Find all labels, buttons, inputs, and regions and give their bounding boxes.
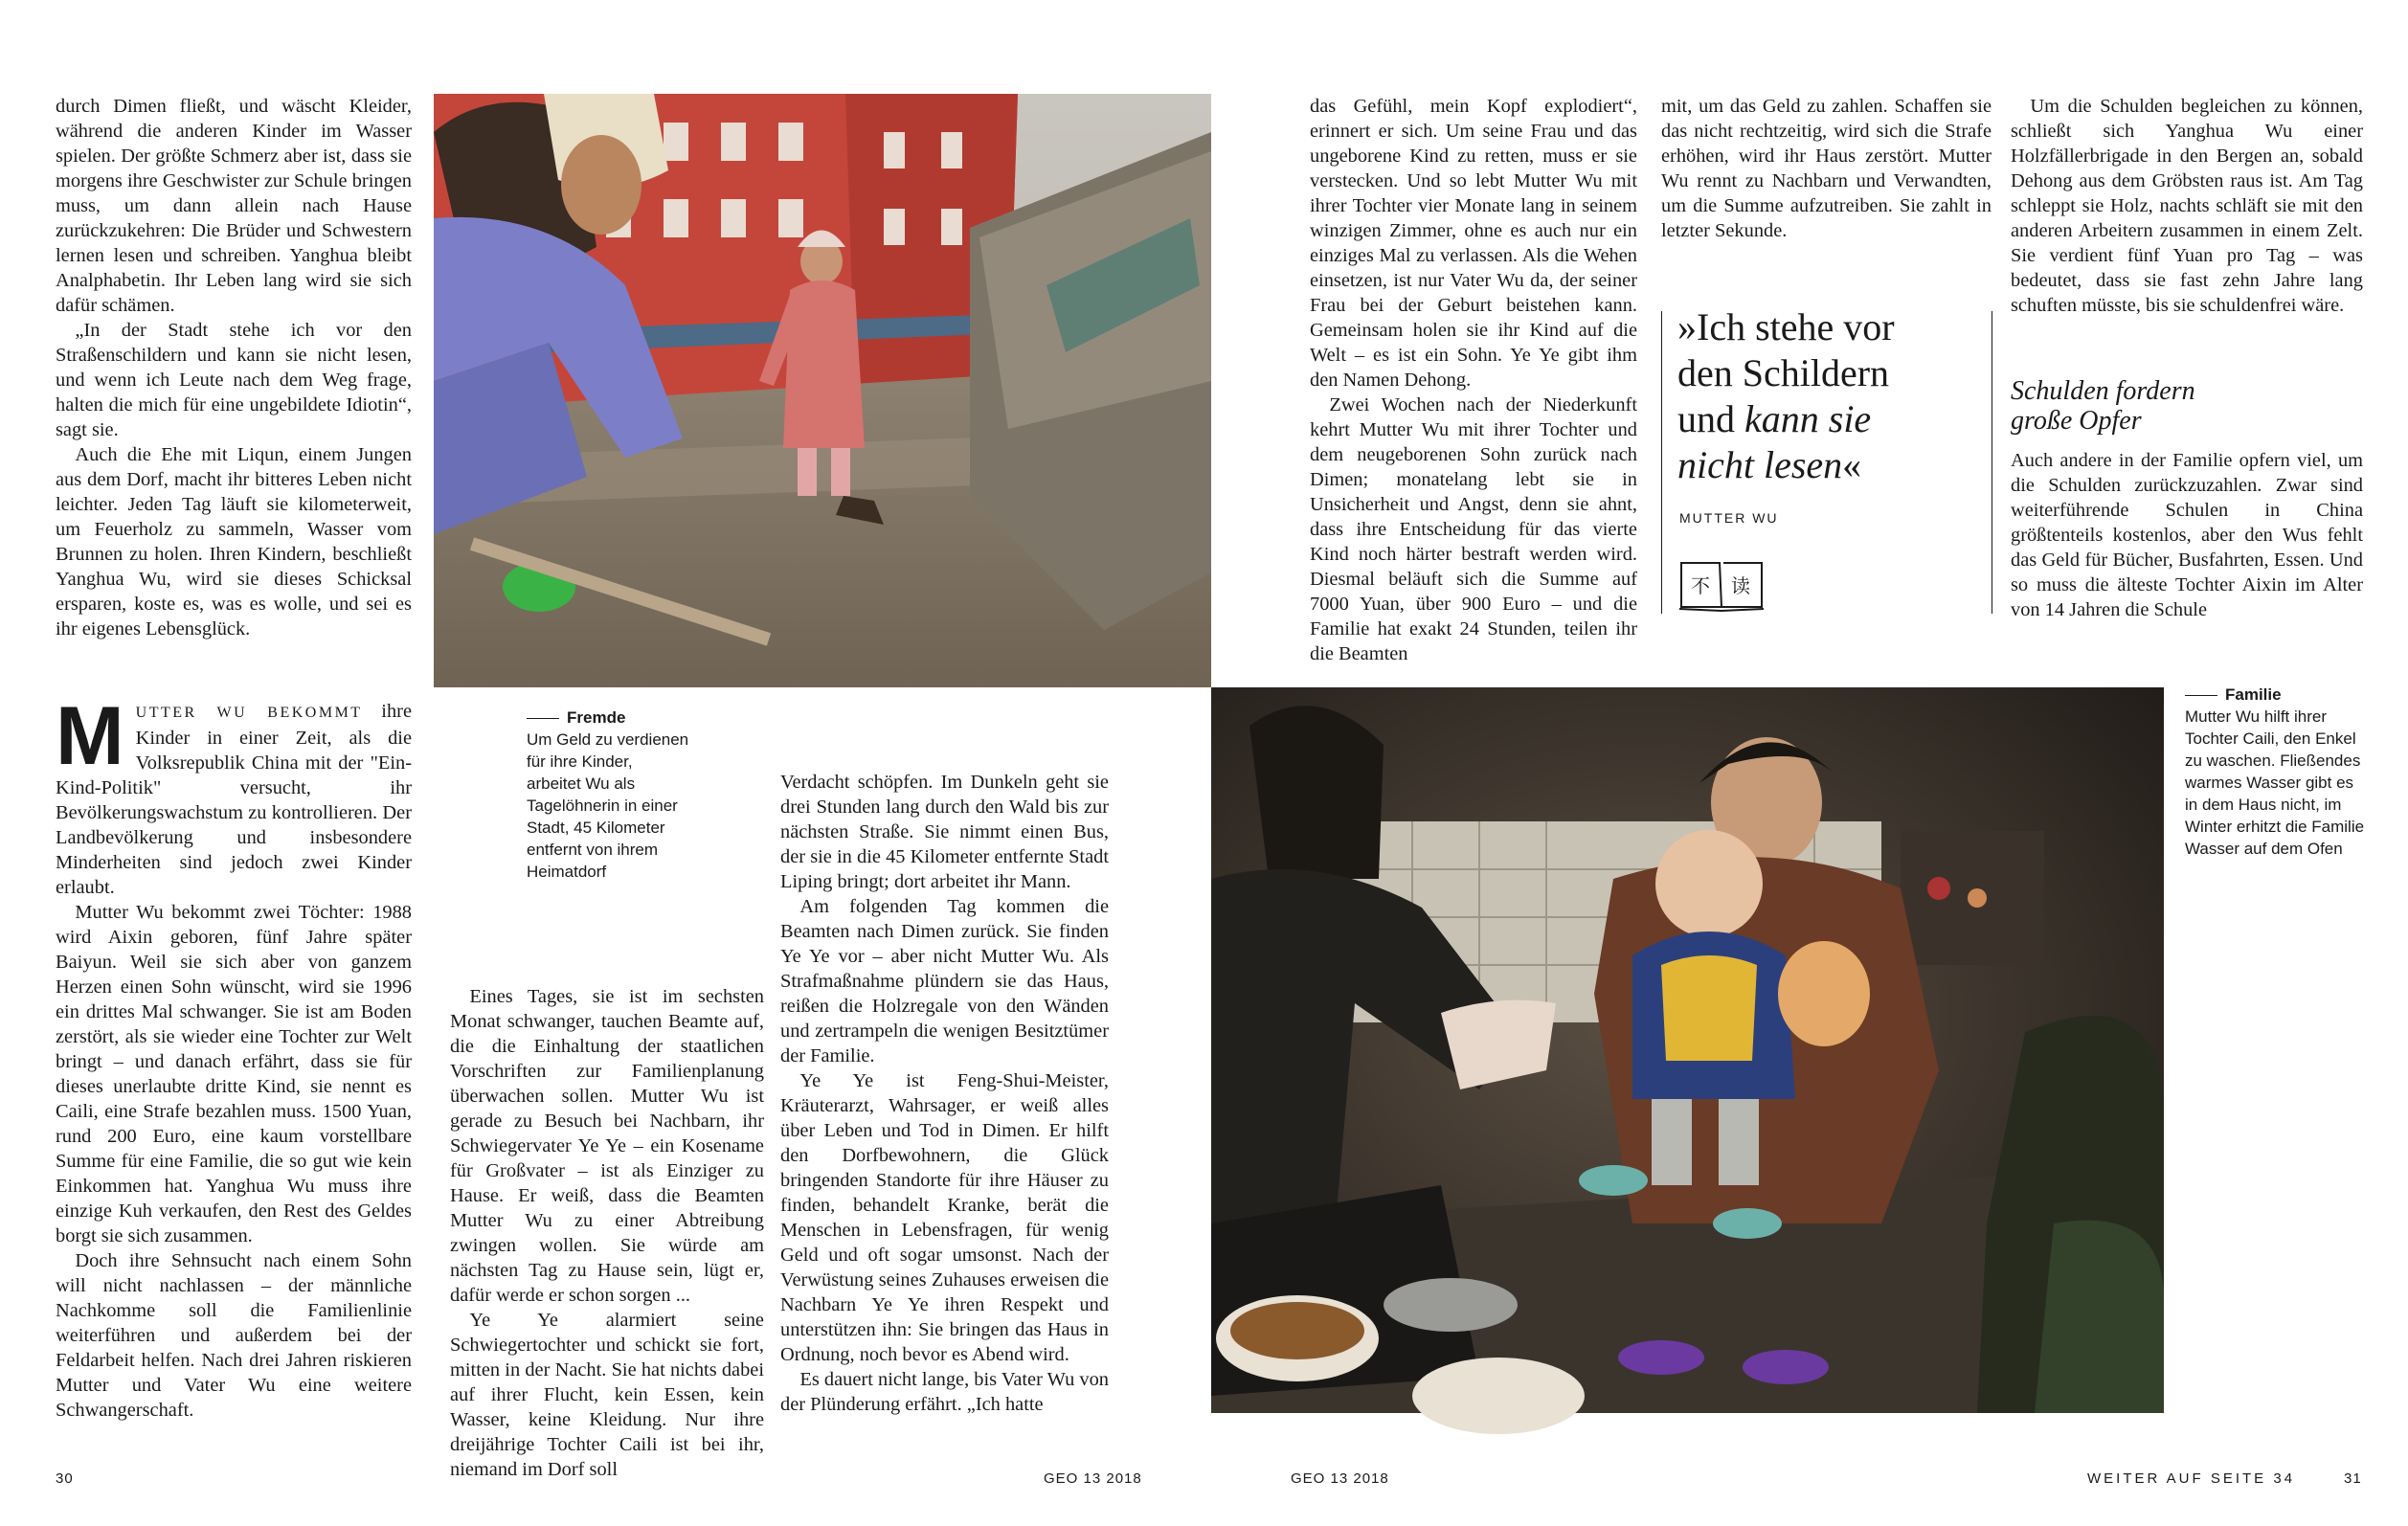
quote-italic: kann sie bbox=[1744, 397, 1872, 440]
article-column-6-bottom bbox=[2011, 448, 2363, 624]
paragraph: Ye Ye alarmiert seine Schwiegertochter und schickt sie fort, mitten in der Nacht. Sie hat nichts dabei auf ihrer Flucht, kein Essen, kein Wasser, keine Kleidung. Nur ihre dreijährige Tochter Caili ist bei ihr, niemand im Dorf soll bbox=[450, 1310, 764, 1480]
photo-street-workers bbox=[434, 94, 1211, 687]
subheading-line: Schulden fordern bbox=[2011, 376, 2195, 406]
quote-close: « bbox=[1842, 443, 1862, 486]
caption-title: Fremde bbox=[527, 707, 689, 729]
article-column-5 bbox=[1661, 94, 1992, 247]
paragraph: Auch andere in der Familie opfern viel, um die Schulden zurückzuzahlen. Zwar sind weiterführende Schulen in China größtenteils kostenlos, aber den Wus fehlt das Geld für Bücher, Busfahrten, Essen. Und so muss die älteste Tochter Aixin im Alter von 14 Jahren die Schule bbox=[2011, 450, 2363, 620]
paragraph: das Gefühl, mein Kopf explodiert“, erinnert er sich. Um seine Frau und das ungeborene Kind zu retten, muss er sie verstecken. Und so lebt Mutter Wu mit ihrer Tochter vier Monate lang in seinem winzigen Zimmer, ohne es auch nur ein einziges Mal zu verlassen. Als die Wehen einsetzen, ist nur Vater Wu da, der seiner Frau bei der Geburt beistehen kann. Gemeinsam holen sie ihr Kind auf die Welt – es ist ein Sohn. Ye Ye gibt ihm den Namen Dehong. bbox=[1310, 96, 1637, 391]
page-number-right: 31 bbox=[2344, 1470, 2362, 1487]
drop-cap: M bbox=[56, 690, 124, 782]
paragraph: Am folgenden Tag kommen die Beamten nach Dimen zurück. Sie finden Ye Ye vor – aber nicht Mutter Wu. Als Strafmaßnahme plündern sie das Haus, reißen die Holzregale von den Wänden und zertrampeln die wenigen Besitztümer der Familie. bbox=[780, 896, 1109, 1066]
quote-italic: nicht lesen bbox=[1677, 443, 1843, 486]
book-icon bbox=[1677, 555, 1766, 615]
caption-title: Familie bbox=[2185, 684, 2367, 706]
paragraph: Eines Tages, sie ist im sechsten Monat schwanger, tauchen Beamte auf, die die Einhaltung der staatlichen Vorschriften zur Familienplanung überwachen sollen. Mutter Wu ist gerade zu Besuch bei Nachbarn, ihr Schwiegervater Ye Ye – ein Kosename für Großvater – ist als Einziger zu Hause. Er weiß, dass die Beamten Mutter Wu zu einer Abtreibung zwingen wollen. Sie würde am nächsten Tag zu Hause sein, lügt er, dafür werde er schon sorgen ... bbox=[450, 986, 764, 1306]
article-column-4 bbox=[1310, 94, 1637, 664]
lead-text: ihre Kinder in einer Zeit, als die Volksrepublik China mit der "Ein-Kind-Politik" versucht, ihr Bevölkerungswachstum zu kontrollieren. Der Landbevölkerung und insbesondere Minderheiten sind jedoch zwei Kinder erlaubt. bbox=[56, 701, 412, 898]
quote-line: den Schildern bbox=[1677, 351, 1890, 394]
page-number-left: 30 bbox=[56, 1470, 74, 1487]
quote-author: MUTTER WU bbox=[1679, 510, 1779, 526]
paragraph: Auch die Ehe mit Liqun, einem Jungen aus dem Dorf, macht ihr bitteres Leben nicht leichter. Jeden Tag läuft sie kilometerweit, um Feuerholz zu sammeln, Wasser vom Brunnen zu holen. Ihren Kindern, beschließt Yanghua Wu, wird sie dieses Schicksal ersparen, koste es, was es wolle, und sei es ihr eigenes Lebensglück. bbox=[56, 444, 412, 640]
article-column-6 bbox=[2011, 94, 2363, 343]
article-column-2 bbox=[450, 984, 764, 1480]
paragraph: Verdacht schöpfen. Im Dunkeln geht sie drei Stunden lang durch den Wald bis zur nächsten Straße. Sie nimmt einen Bus, der sie in die 45 Kilometer entfernte Stadt Liping bringt; dort arbeitet ihr Mann. bbox=[780, 772, 1109, 892]
article-column-1-bottom bbox=[56, 690, 412, 1421]
paragraph: Mutter Wu bekommt zwei Töchter: 1988 wird Aixin geboren, fünf Jahre später Baiyun. Weil sie sich aber von ganzem Herzen einen Sohn wünscht, wird sie 1996 ein drittes Mal schwanger. Sie ist am Boden zerstört, als sie wieder eine Tochter zur Welt bringt – und danach erfährt, dass sie für dieses unerlaubte dritte Kind, sie nennt es Caili, eine Strafe bezahlen muss. 1500 Yuan, rund 200 Euro, eine kaum vorstellbare Summe für eine Familie, die so gut wie kein Einkommen hat. Yanghua Wu muss ihre einzige Kuh verkaufen, den Rest des Geldes borgt sie sich zusammen. bbox=[56, 902, 412, 1246]
paragraph: mit, um das Geld zu zahlen. Schaffen sie das nicht rechtzeitig, wird sich die Strafe erhöhen, wird ihr Haus zerstört. Mutter Wu rennt zu Nachbarn und Verwandten, um die Summe aufzutreiben. Sie zahlt in letzter Sekunde. bbox=[1661, 96, 1992, 241]
paragraph: „In der Stadt stehe ich vor den Straßenschildern und kann sie nicht lesen, und wenn ich Leute nach dem Weg frage, halten die mich für eine ungebildete Idiotin“, sagt sie. bbox=[56, 320, 412, 440]
photo-caption-fremde bbox=[527, 707, 689, 883]
article-column-1-top bbox=[56, 94, 412, 666]
continued-on-page: WEITER AUF SEITE 34 bbox=[2087, 1470, 2296, 1487]
subheading-line: große Opfer bbox=[2011, 406, 2142, 436]
paragraph-lead bbox=[56, 690, 412, 900]
paragraph: Zwei Wochen nach der Niederkunft kehrt Mutter Wu mit ihrer Tochter und dem neugeborenen Sohn zurück nach Dimen; monatelang lebt sie in Unsicherheit und Angst, denn sie ahnt, dass ihre Entscheidung für das vierte Kind noch härter bestraft werden wird. Diesmal beläuft sich die Summe auf 7000 Yuan, über 900 Euro – und die Familie hat exakt 24 Stunden, teilen ihr die Beamten bbox=[1310, 394, 1637, 664]
article-column-3 bbox=[780, 770, 1109, 1425]
photo-caption-familie bbox=[2185, 684, 2367, 860]
magazine-issue-left: GEO 13 2018 bbox=[1044, 1470, 1142, 1487]
caption-text: Um Geld zu verdienen für ihre Kinder, arbeitet Wu als Tagelöhnerin in einer Stadt, 45 Kilometer entfernt von ihrem Heimatdorf bbox=[527, 730, 689, 881]
paragraph: durch Dimen fließt, und wäscht Kleider, während die anderen Kinder im Wasser spielen. Der größte Schmerz aber ist, dass sie morgens ihre Geschwister zur Schule bringen muss, um dann allein nach Hause zurückzukehren: Die Brüder und Schwestern lernen lesen und schreiben. Yanghua bleibt Analphabetin. Ihr Leben lang wird sie sich dafür schämen. bbox=[56, 96, 412, 316]
photo-family-bathing-image bbox=[1211, 687, 2164, 1413]
pull-quote bbox=[1677, 304, 1984, 488]
book-glyph: 读 bbox=[1731, 574, 1750, 597]
photo-family-bathing bbox=[1211, 687, 2164, 1413]
subheading bbox=[2011, 376, 2363, 436]
magazine-issue-right: GEO 13 2018 bbox=[1291, 1470, 1389, 1487]
quote-line: »Ich stehe vor bbox=[1677, 305, 1895, 348]
photo-street-workers-image bbox=[434, 94, 1211, 687]
caption-text: Mutter Wu hilft ihrer Tochter Caili, den Enkel zu waschen. Fließendes warmes Wasser gibt es in dem Haus nicht, im Winter erhitzt die Familie Wasser auf dem Ofen bbox=[2185, 707, 2365, 858]
book-glyph: 不 bbox=[1691, 574, 1710, 597]
paragraph: Um die Schulden begleichen zu können, schließt sich Yanghua Wu einer Holzfällerbrigade in den Bergen an, sobald Dehong aus dem Gröbsten raus ist. Am Tag schleppt sie Holz, nachts schläft sie mit den anderen Arbeitern zusammen in einem Zelt. Sie verdient fünf Yuan pro Tag – was bedeutet, dass sie fast zehn Jahre lang schuften müsste, bis sie schuldenfrei wäre. bbox=[2011, 96, 2363, 316]
quote-line: und bbox=[1677, 397, 1744, 440]
lead-in-small-caps: UTTER WU BEKOMMT bbox=[135, 705, 363, 721]
pull-quote-rule bbox=[1661, 311, 1662, 614]
paragraph: Ye Ye ist Feng-Shui-Meister, Kräuterarzt, Wahrsager, er weiß alles über Leben und Tod in Dimen. Er hilft den Dorfbewohnern, die Glück bringenden Standorte für ihre Häuser zu finden, behandelt Kranke, berät die Menschen in Lebensfragen, für wenig Geld und oft sogar umsonst. Nach der Verwüstung seines Zuhauses erweisen die Nachbarn Ye Ye ihren Respekt und unterstützen ihn: Sie bringen das Haus in Ordnung, noch bevor es Abend wird. bbox=[780, 1070, 1109, 1365]
paragraph: Doch ihre Sehnsucht nach einem Sohn will nicht nachlassen – der männliche Nachkomme soll die Familienlinie weiterführen und außerdem bei der Feldarbeit helfen. Nach drei Jahren riskieren Mutter und Vater Wu eine weitere Schwangerschaft. bbox=[56, 1250, 412, 1421]
paragraph: Es dauert nicht lange, bis Vater Wu von der Plünderung erfährt. „Ich hatte bbox=[780, 1369, 1109, 1415]
